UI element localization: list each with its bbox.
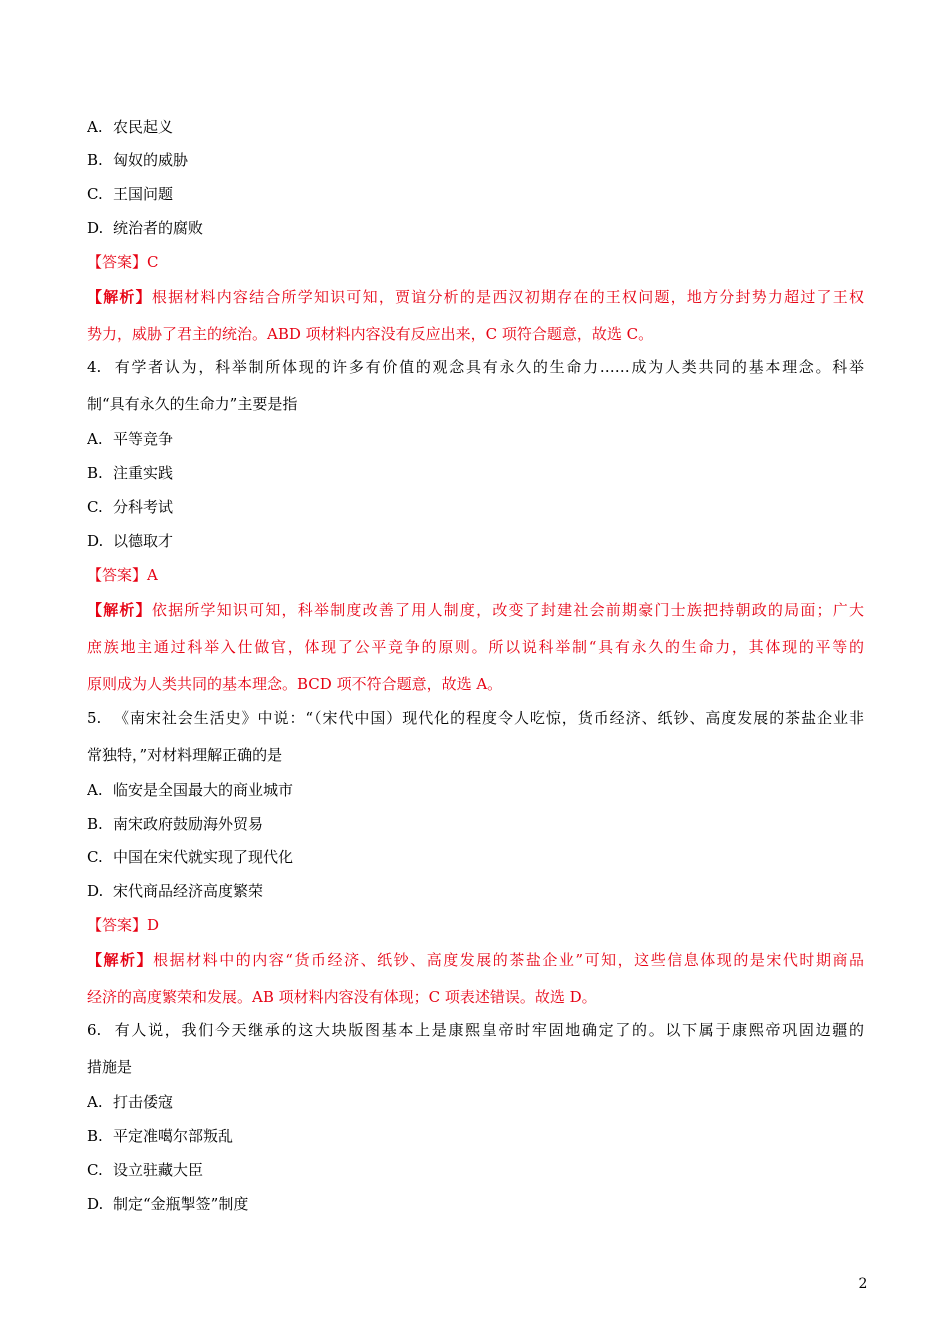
option-letter: B.	[87, 1127, 103, 1145]
option-letter: B.	[87, 151, 103, 169]
option-letter: C.	[87, 498, 103, 516]
option-text: 设立驻藏大臣	[113, 1161, 204, 1179]
answer-value: A	[147, 566, 158, 584]
option-letter: A.	[87, 118, 103, 136]
option-text: 分科考试	[113, 498, 174, 516]
analysis-label: 【解析】	[87, 288, 152, 306]
option-letter: D.	[87, 1195, 104, 1213]
option-text: 平等竞争	[113, 430, 174, 448]
q4-stem-line-1	[87, 357, 864, 378]
analysis-text: 依据所学知识可知，科举制度改善了用人制度，改变了封建社会前期豪门士族把持朝政的局面；广大	[151, 601, 864, 619]
q4-option-d	[87, 531, 864, 552]
q5-option-d	[87, 881, 864, 902]
q3-analysis-line-1	[87, 287, 864, 308]
option-text: 农民起义	[113, 118, 174, 136]
option-text: 平定准噶尔部叛乱	[113, 1127, 234, 1145]
question-stem-text: 有人说，我们今天继承的这大块版图基本上是康熙皇帝时牢固地确定了的。以下属于康熙帝巩固边疆的	[113, 1021, 864, 1039]
q6-option-c	[87, 1160, 864, 1181]
q5-answer	[87, 915, 864, 936]
q6-stem-line-1	[87, 1020, 864, 1041]
q6-stem-line-2: 措施是	[87, 1058, 133, 1076]
q4-stem-line-2: 制“具有永久的生命力”主要是指	[87, 395, 298, 413]
q4-option-c	[87, 497, 864, 518]
q3-option-b	[87, 150, 864, 171]
option-text: 匈奴的威胁	[113, 151, 189, 169]
option-text: 以德取才	[113, 532, 174, 550]
answer-value: C	[147, 253, 159, 271]
question-stem-text: 《南宋社会生活史》中说：“（宋代中国）现代化的程度令人吃惊，货币经济、纸钞、高度发展的茶盐企业非	[113, 709, 864, 727]
question-stem-text: 有学者认为，科举制所体现的许多有价值的观念具有永久的生命力……成为人类共同的基本理念。科举	[113, 358, 864, 376]
option-text: 统治者的腐败	[113, 219, 204, 237]
page-number: 2	[858, 1276, 868, 1292]
option-letter: B.	[87, 815, 103, 833]
option-letter: D.	[87, 219, 104, 237]
question-number: 6.	[87, 1021, 102, 1039]
q4-answer	[87, 565, 864, 586]
option-text: 临安是全国最大的商业城市	[113, 781, 294, 799]
option-text: 王国问题	[113, 185, 174, 203]
q5-analysis-line-2: 经济的高度繁荣和发展。AB 项材料内容没有体现；C 项表述错误。故选 D。	[87, 988, 597, 1006]
analysis-label: 【解析】	[87, 601, 152, 619]
option-letter: C.	[87, 848, 103, 866]
analysis-text: 根据材料中的内容“货币经济、纸钞、高度发展的茶盐企业”可知，这些信息体现的是宋代时期商品	[153, 951, 864, 969]
q4-analysis-line-1	[87, 600, 864, 621]
q5-analysis-line-1	[87, 950, 864, 971]
option-letter: B.	[87, 464, 103, 482]
q3-analysis-line-2: 势力，威胁了君主的统治。ABD 项材料内容没有反应出来，C 项符合题意，故选 C。	[87, 325, 654, 343]
option-text: 中国在宋代就实现了现代化	[113, 848, 294, 866]
q4-option-b	[87, 463, 864, 484]
answer-label: 【答案】	[87, 253, 148, 271]
q3-option-d	[87, 218, 864, 239]
q5-option-c	[87, 847, 864, 868]
option-letter: C.	[87, 185, 103, 203]
question-number: 5.	[87, 709, 102, 727]
option-text: 宋代商品经济高度繁荣	[113, 882, 264, 900]
q5-option-b	[87, 814, 864, 835]
answer-label: 【答案】	[87, 916, 148, 934]
q3-option-a	[87, 117, 864, 138]
option-letter: A.	[87, 1093, 103, 1111]
option-letter: A.	[87, 430, 103, 448]
answer-label: 【答案】	[87, 566, 148, 584]
q5-stem-line-2: 常独特，”对材料理解正确的是	[87, 746, 283, 764]
q3-answer	[87, 252, 864, 273]
q3-option-c	[87, 184, 864, 205]
option-text: 注重实践	[113, 464, 174, 482]
q6-option-b	[87, 1126, 864, 1147]
analysis-label: 【解析】	[87, 951, 154, 969]
option-letter: D.	[87, 882, 104, 900]
analysis-text: 根据材料内容结合所学知识可知，贾谊分析的是西汉初期存在的王权问题，地方分封势力超过了王权	[151, 288, 864, 306]
option-letter: D.	[87, 532, 104, 550]
option-text: 南宋政府鼓励海外贸易	[113, 815, 264, 833]
option-letter: C.	[87, 1161, 103, 1179]
q5-stem-line-1	[87, 708, 864, 729]
option-text: 打击倭寇	[113, 1093, 174, 1111]
q4-analysis-line-2: 庶族地主通过科举入仕做官，体现了公平竞争的原则。所以说科举制“具有永久的生命力，其体现的平等的	[87, 638, 864, 656]
q4-option-a	[87, 429, 864, 450]
q5-option-a	[87, 780, 864, 801]
q6-option-a	[87, 1092, 864, 1113]
question-number: 4.	[87, 358, 102, 376]
option-text: 制定“金瓶掣签”制度	[113, 1195, 249, 1213]
option-letter: A.	[87, 781, 103, 799]
q6-option-d	[87, 1194, 864, 1215]
q4-analysis-line-3: 原则成为人类共同的基本理念。BCD 项不符合题意，故选 A。	[87, 675, 503, 693]
answer-value: D	[147, 916, 160, 934]
